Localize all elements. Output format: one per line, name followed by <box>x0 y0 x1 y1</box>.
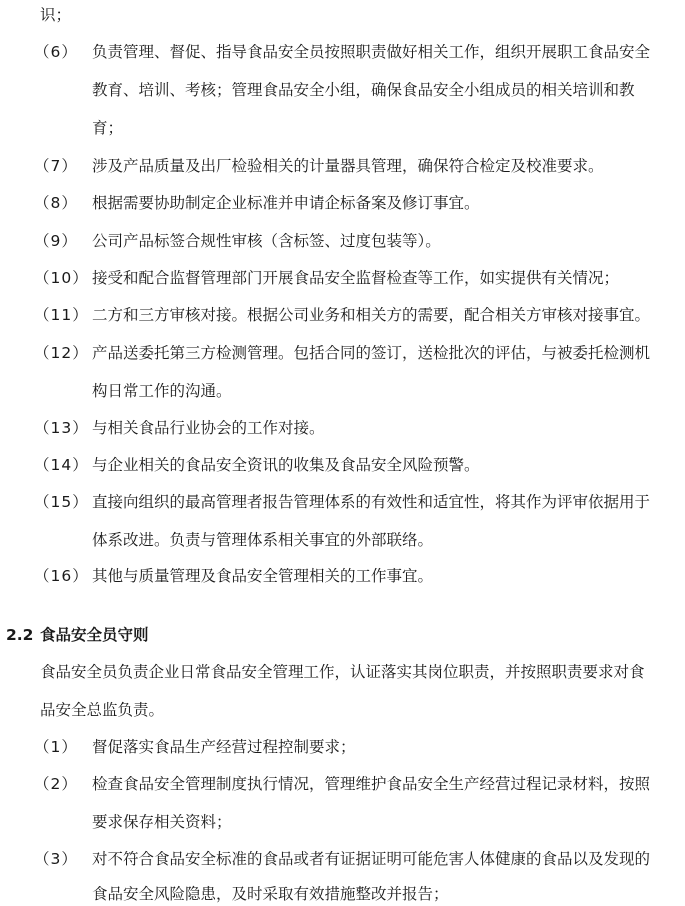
continuation-text: 识； <box>40 6 72 24</box>
list-item-number: （12） <box>34 344 89 362</box>
list-item-text: 督促落实食品生产经营过程控制要求； <box>92 738 356 756</box>
list-item-text: 负责管理、督促、指导食品安全员按照职责做好相关工作，组织开展职工食品安全 <box>92 43 651 61</box>
section-title: 食品安全员守则 <box>40 626 149 644</box>
list-item-text: 公司产品标签合规性审核（含标签、过度包装等）。 <box>92 232 441 250</box>
list-item-text: 体系改进。负责与管理体系相关事宜的外部联络。 <box>92 531 434 549</box>
intro-paragraph-line: 品安全总监负责。 <box>40 701 165 719</box>
list-item-number: （15） <box>34 493 89 511</box>
list-item-text: 根据需要协助制定企业标准并申请企标备案及修订事宜。 <box>92 194 480 212</box>
list-item-text: 与企业相关的食品安全资讯的收集及食品安全风险预警。 <box>92 456 480 474</box>
list-item-number: （10） <box>34 269 89 287</box>
list-item-number: （13） <box>34 419 89 437</box>
list-item-number: （11） <box>34 306 89 324</box>
list-item-number: （16） <box>34 567 89 585</box>
section-number: 2.2 <box>6 626 34 644</box>
list-item-text: 要求保存相关资料； <box>92 813 232 831</box>
list-item-text: 二方和三方审核对接。根据公司业务和相关方的需要，配合相关方审核对接事宜。 <box>92 306 651 324</box>
list-item-text: 接受和配合监督管理部门开展食品安全监督检查等工作，如实提供有关情况； <box>92 269 620 287</box>
list-item-number: （8） <box>34 194 78 212</box>
list-item-text: 涉及产品质量及出厂检验相关的计量器具管理，确保符合检定及校准要求。 <box>92 157 604 175</box>
list-item-number: （1） <box>34 738 78 756</box>
list-item-text: 构日常工作的沟通。 <box>92 382 232 400</box>
list-item-number: （2） <box>34 775 78 793</box>
list-item-number: （3） <box>34 850 78 868</box>
list-item-text: 检查食品安全管理制度执行情况，管理维护食品安全生产经营过程记录材料，按照 <box>92 775 651 793</box>
list-item-text: 直接向组织的最高管理者报告管理体系的有效性和适宜性，将其作为评审依据用于 <box>92 493 651 511</box>
list-item-text: 对不符合食品安全标准的食品或者有证据证明可能危害人体健康的食品以及发现的 <box>92 850 651 868</box>
list-item-number: （7） <box>34 157 78 175</box>
list-item-text: 育； <box>92 119 124 137</box>
list-item-text: 与相关食品行业协会的工作对接。 <box>92 419 325 437</box>
list-item-text: 其他与质量管理及食品安全管理相关的工作事宜。 <box>92 567 434 585</box>
list-item-number: （14） <box>34 456 89 474</box>
list-item-text: 食品安全风险隐患，及时采取有效措施整改并报告； <box>92 885 449 903</box>
list-item-text: 产品送委托第三方检测管理。包括合同的签订，送检批次的评估，与被委托检测机 <box>92 344 651 362</box>
list-item-number: （6） <box>34 43 78 61</box>
intro-paragraph-line: 食品安全员负责企业日常食品安全管理工作，认证落实其岗位职责，并按照职责要求对食 <box>40 663 645 681</box>
list-item-text: 教育、培训、考核；管理食品安全小组，确保食品安全小组成员的相关培训和教 <box>92 81 635 99</box>
list-item-number: （9） <box>34 232 78 250</box>
